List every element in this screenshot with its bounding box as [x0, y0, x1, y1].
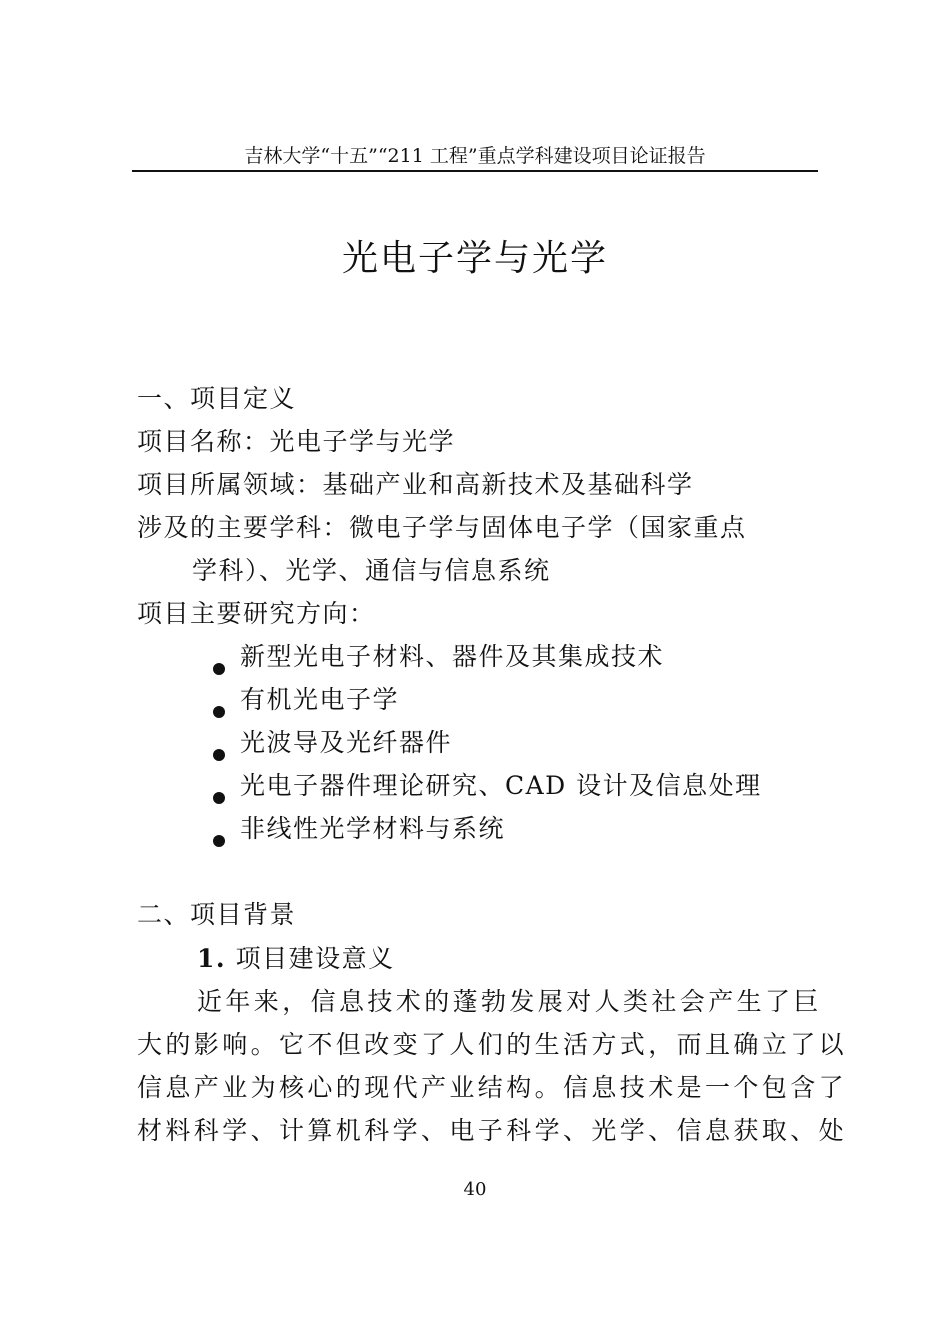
subsection-heading	[197, 942, 395, 976]
list-item: 新型光电子材料、器件及其集成技术	[240, 642, 665, 671]
subsection-title: 项目建设意义	[235, 944, 395, 973]
page-number: 40	[463, 1179, 487, 1200]
paragraph-line: 大的影响。它不但改变了人们的生活方式，而且确立了以	[137, 1030, 848, 1059]
bullet-dot-icon	[213, 792, 225, 804]
bullet-dot-icon	[213, 663, 225, 675]
bullet-dot-icon	[213, 749, 225, 761]
subsection-number: 1.	[197, 944, 227, 973]
paragraph-line: 材料科学、计算机科学、电子科学、光学、信息获取、处	[137, 1116, 848, 1145]
paragraph-line: 信息产业为核心的现代产业结构。信息技术是一个包含了	[137, 1073, 848, 1102]
list-item: 光电子器件理论研究、CAD 设计及信息处理	[240, 771, 762, 800]
subjects-line-1: 涉及的主要学科：微电子学与固体电子学（国家重点	[137, 513, 747, 542]
section1-heading: 一、项目定义	[137, 384, 297, 413]
directions-label: 项目主要研究方向：	[137, 599, 376, 628]
section2-heading: 二、项目背景	[137, 900, 297, 929]
list-item: 非线性光学材料与系统	[240, 814, 506, 843]
project-domain-line: 项目所属领域：基础产业和高新技术及基础科学	[137, 470, 694, 499]
paragraph-line: 近年来，信息技术的蓬勃发展对人类社会产生了巨	[197, 987, 822, 1016]
bullet-dot-icon	[213, 835, 225, 847]
bullet-dot-icon	[213, 706, 225, 718]
list-item: 光波导及光纤器件	[240, 728, 453, 757]
subjects-line-2: 学科）、光学、通信与信息系统	[192, 556, 551, 585]
list-item: 有机光电子学	[240, 685, 400, 714]
document-title: 光电子学与光学	[341, 238, 608, 279]
header-divider	[132, 170, 818, 172]
running-header: 吉林大学“十五”“211 工程”重点学科建设项目论证报告	[244, 145, 706, 167]
project-name-line: 项目名称：光电子学与光学	[137, 427, 456, 456]
